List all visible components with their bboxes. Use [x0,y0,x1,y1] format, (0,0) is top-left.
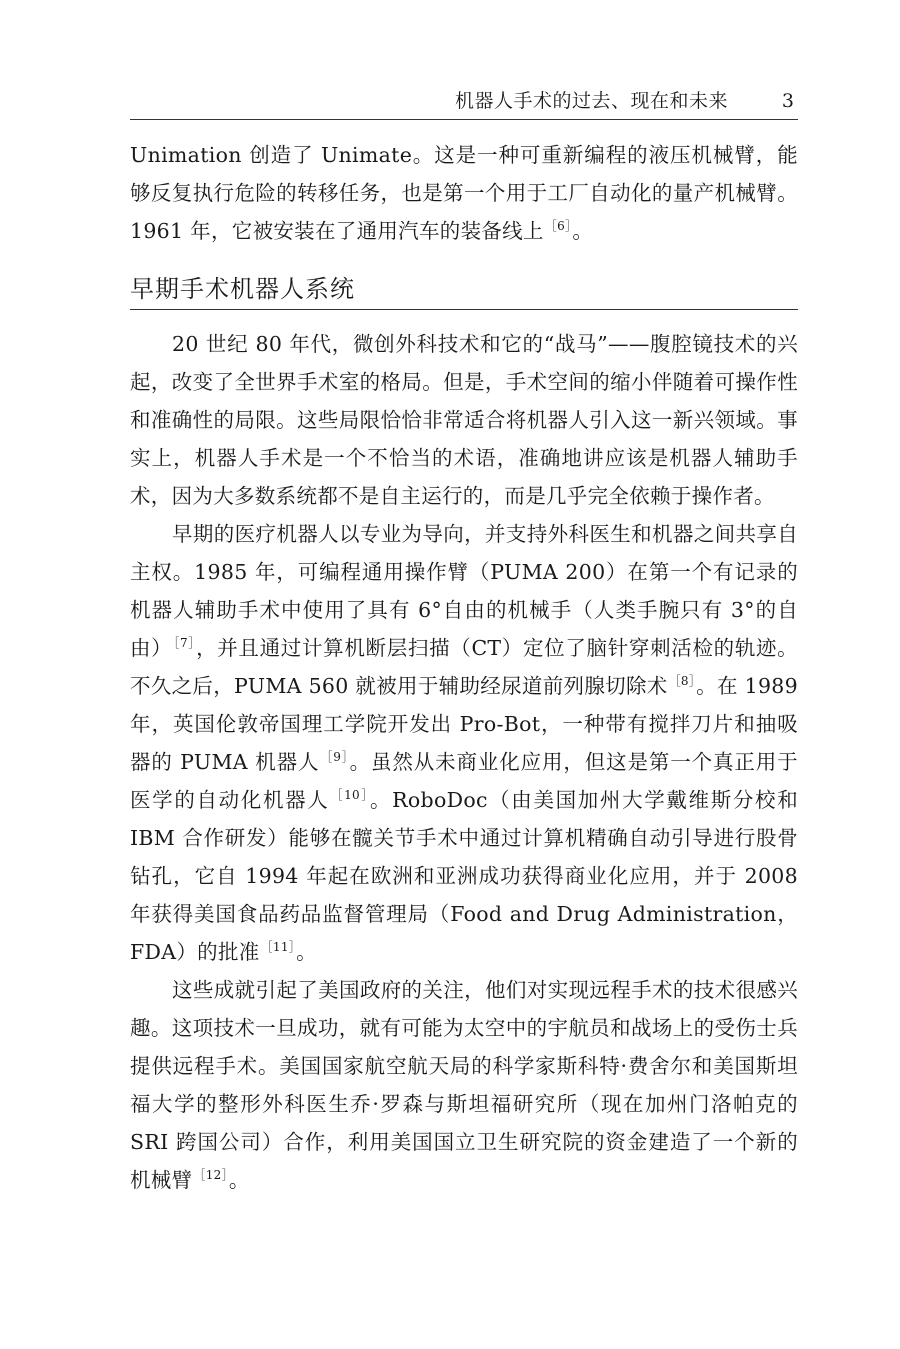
text-segment: ，并且通过计算机断层扫描（CT）定位了脑针穿刺活检的轨迹。不久之后，PUMA 560 就被用于辅助经尿道前列腺切除术 [130,636,798,698]
citation-ref: ［8］ [668,674,696,688]
text-segment: 。 [228,1168,250,1192]
paragraph-text [130,136,798,250]
citation-ref: ［12］ [193,1168,228,1182]
citation-ref: ［6］ [544,219,572,233]
citation-ref: ［10］ [330,788,369,802]
header-divider [130,119,798,120]
section-divider [130,309,798,310]
text-segment: Unimation 创造了 Unimate。这是一种可重新编程的液压机械臂，能够反复执行危险的转移任务，也是第一个用于工厂自动化的量产机械臂。1961 年，它被安装在了通用汽车的装备线上 [130,143,798,243]
continued-paragraph [130,136,798,250]
page-number: 3 [781,90,794,112]
text-segment: 早期的医疗机器人以专业为导向，并支持外科医生和机器之间共享自主权。1985 年，可编程通用操作臂（PUMA 200）在第一个有记录的机器人辅助手术中使用了具有 6°自由的机械手（人类手腕只有 3°的自由） [130,522,798,660]
text-segment: 。在 1989 年，英国伦敦帝国理工学院开发出 Pro-Bot，一种带有搅拌刀片和抽吸器的 PUMA 机器人 [130,674,798,774]
citation-ref: ［9］ [320,750,349,764]
citation-ref: ［7］ [173,636,196,650]
text-segment: 20 世纪 80 年代，微创外科技术和它的“战马”——腹腔镜技术的兴起，改变了全世界手术室的格局。但是，手术空间的缩小伴随着可操作性和准确性的局限。这些局限恰恰非常适合将机器人引入这一新兴领域。事实上，机器人手术是一个不恰当的术语，准确地讲应该是机器人辅助手术，因为大多数系统都不是自主运行的，而是几乎完全依赖于操作者。 [130,332,798,508]
text-segment: 。RoboDoc（由美国加州大学戴维斯分校和 IBM 合作研发）能够在髋关节手术中通过计算机精确自动引导进行股骨钻孔，它自 1994 年起在欧洲和亚洲成功获得商业化应用，并于 2008 年获得美国食品药品监督管理局（Food and Drug Administration，FDA）的批准 [130,788,798,964]
text-segment: 。 [296,940,317,964]
text-segment: 。虽然从未商业化应用，但这是第一个真正用于医学的自动化机器人 [130,750,798,812]
paragraph [130,515,798,971]
paragraph [130,971,798,1199]
section-body [130,325,798,1199]
running-head-title: 机器人手术的过去、现在和未来 [454,90,728,112]
text-segment: 这些成就引起了美国政府的关注，他们对实现远程手术的技术很感兴趣。这项技术一旦成功，就有可能为太空中的宇航员和战场上的受伤士兵提供远程手术。美国国家航空航天局的科学家斯科特·费舍尔和美国斯坦福大学的整形外科医生乔·罗森与斯坦福研究所（现在加州门洛帕克的 SRI 跨国公司）合作，利用美国国立卫生研究院的资金建造了一个新的机械臂 [130,978,798,1192]
paragraph [130,325,798,515]
text-segment: 。 [572,219,594,243]
section-heading: 早期手术机器人系统 [130,275,355,303]
citation-ref: ［11］ [260,940,296,954]
running-head [130,86,798,116]
